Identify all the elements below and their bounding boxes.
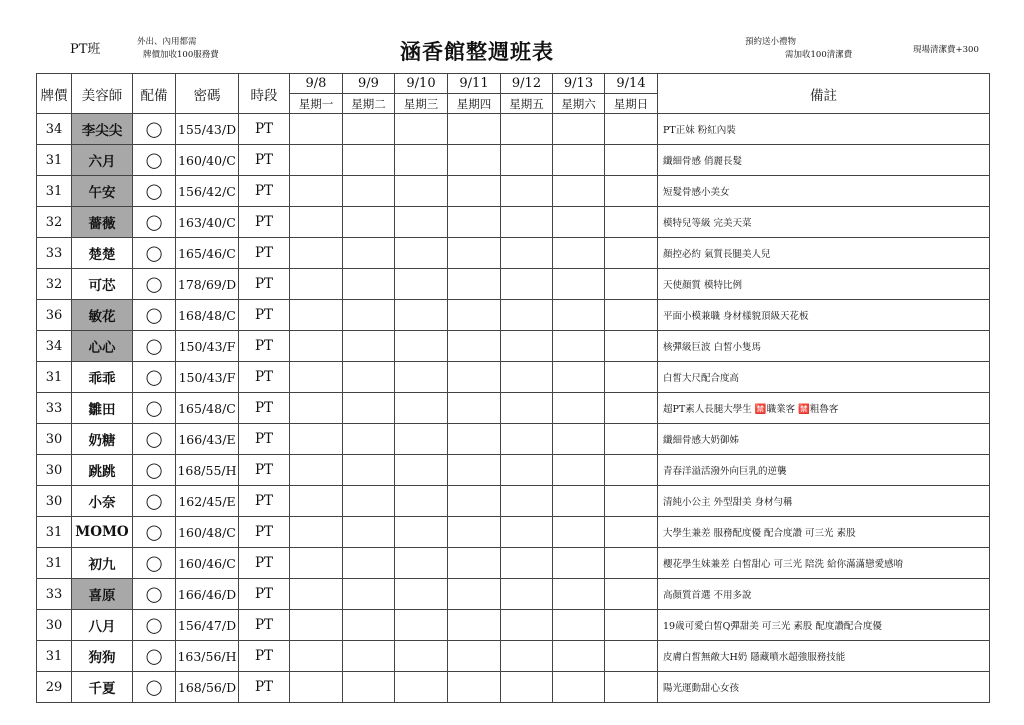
price-cell: 31 <box>37 517 72 548</box>
table-row <box>37 672 990 703</box>
slot-cell: PT <box>239 641 290 672</box>
remark-cell: 核彈級巨波 白皙小隻馬 <box>658 331 990 362</box>
remark-cell: PT正妹 粉紅內裝 <box>658 114 990 145</box>
stylist-name-cell: 乖乖 <box>72 362 133 393</box>
price-cell: 31 <box>37 176 72 207</box>
code-cell: 156/42/C <box>176 176 239 207</box>
code-cell: 150/43/F <box>176 362 239 393</box>
equip-cell: ◯ <box>133 672 176 703</box>
table-row <box>37 486 990 517</box>
equip-cell: ◯ <box>133 548 176 579</box>
col-header-equip: 配備 <box>133 74 176 114</box>
day-cell[interactable] <box>605 517 658 548</box>
day-cell[interactable] <box>501 176 553 207</box>
remark-cell: 模特兒等級 完美天菜 <box>658 207 990 238</box>
stylist-name-cell: 敏花 <box>72 300 133 331</box>
table-row <box>37 579 990 610</box>
slot-cell: PT <box>239 114 290 145</box>
equip-cell: ◯ <box>133 579 176 610</box>
slot-cell: PT <box>239 238 290 269</box>
remark-cell: 大學生兼差 服務配度優 配合度讚 可三光 素股 <box>658 517 990 548</box>
code-cell: 166/46/D <box>176 579 239 610</box>
equip-cell: ◯ <box>133 238 176 269</box>
price-cell: 30 <box>37 610 72 641</box>
equip-cell: ◯ <box>133 393 176 424</box>
cleaning-fee-note: 現場清潔費+300 <box>913 45 979 55</box>
price-cell: 30 <box>37 424 72 455</box>
col-header-weekday: 星期日 <box>605 94 658 114</box>
day-cell[interactable] <box>553 424 605 455</box>
col-header-weekday: 星期一 <box>290 94 343 114</box>
schedule-body <box>37 114 990 703</box>
table-row <box>37 114 990 145</box>
slot-cell: PT <box>239 424 290 455</box>
price-cell: 31 <box>37 145 72 176</box>
slot-cell: PT <box>239 176 290 207</box>
day-cell[interactable] <box>448 114 501 145</box>
reservation-note <box>745 36 852 62</box>
table-row <box>37 517 990 548</box>
day-cell[interactable] <box>605 610 658 641</box>
day-cell[interactable] <box>501 672 553 703</box>
day-cell[interactable] <box>553 579 605 610</box>
day-cell[interactable] <box>553 517 605 548</box>
remark-cell: 纖細骨感大奶御姊 <box>658 424 990 455</box>
code-cell: 168/56/D <box>176 672 239 703</box>
equip-cell: ◯ <box>133 641 176 672</box>
day-cell[interactable] <box>290 362 343 393</box>
day-cell[interactable] <box>448 455 501 486</box>
day-cell[interactable] <box>501 238 553 269</box>
day-cell[interactable] <box>553 114 605 145</box>
day-cell[interactable] <box>448 672 501 703</box>
remark-cell: 白皙大尺配合度高 <box>658 362 990 393</box>
day-cell[interactable] <box>290 517 343 548</box>
day-cell[interactable] <box>448 145 501 176</box>
day-cell[interactable] <box>343 486 395 517</box>
table-row <box>37 238 990 269</box>
day-cell[interactable] <box>343 207 395 238</box>
day-cell[interactable] <box>343 393 395 424</box>
day-cell[interactable] <box>343 455 395 486</box>
slot-cell: PT <box>239 269 290 300</box>
remark-cell: 19歲可愛白皙Q彈甜美 可三光 素股 配度讚配合度優 <box>658 610 990 641</box>
day-cell[interactable] <box>553 362 605 393</box>
reservation-note-line1: 預約送小禮物 <box>745 37 797 47</box>
remark-cell: 天使顏質 模特比例 <box>658 269 990 300</box>
equip-cell: ◯ <box>133 269 176 300</box>
day-cell[interactable] <box>395 393 448 424</box>
day-cell[interactable] <box>395 269 448 300</box>
day-cell[interactable] <box>605 207 658 238</box>
stylist-name-cell: 千夏 <box>72 672 133 703</box>
day-cell[interactable] <box>605 486 658 517</box>
day-cell[interactable] <box>395 424 448 455</box>
day-cell[interactable] <box>605 424 658 455</box>
service-fee-note-line2: 牌價加收100服務費 <box>143 50 219 60</box>
day-cell[interactable] <box>343 300 395 331</box>
day-cell[interactable] <box>501 393 553 424</box>
stylist-name-cell: 喜原 <box>72 579 133 610</box>
service-fee-note-line1: 外出、內用都需 <box>137 37 197 47</box>
day-cell[interactable] <box>605 176 658 207</box>
price-cell: 31 <box>37 548 72 579</box>
day-cell[interactable] <box>501 517 553 548</box>
remark-cell: 青春洋溢活潑外向巨乳的逆襲 <box>658 455 990 486</box>
day-cell[interactable] <box>553 176 605 207</box>
slot-cell: PT <box>239 610 290 641</box>
day-cell[interactable] <box>448 207 501 238</box>
equip-cell: ◯ <box>133 145 176 176</box>
remark-cell: 陽光運動甜心女孩 <box>658 672 990 703</box>
day-cell[interactable] <box>501 269 553 300</box>
day-cell[interactable] <box>501 145 553 176</box>
day-cell[interactable] <box>501 362 553 393</box>
day-cell[interactable] <box>448 176 501 207</box>
stylist-name-cell: 初九 <box>72 548 133 579</box>
day-cell[interactable] <box>343 331 395 362</box>
day-cell[interactable] <box>343 269 395 300</box>
day-cell[interactable] <box>501 579 553 610</box>
price-cell: 33 <box>37 238 72 269</box>
col-header-weekday: 星期五 <box>501 94 553 114</box>
price-cell: 34 <box>37 114 72 145</box>
stylist-name-cell: 八月 <box>72 610 133 641</box>
day-cell[interactable] <box>395 610 448 641</box>
day-cell[interactable] <box>553 393 605 424</box>
day-cell[interactable] <box>501 486 553 517</box>
price-cell: 33 <box>37 393 72 424</box>
code-cell: 166/43/E <box>176 424 239 455</box>
stylist-name-cell: 奶糖 <box>72 424 133 455</box>
equip-cell: ◯ <box>133 176 176 207</box>
day-cell[interactable] <box>290 610 343 641</box>
col-header-code: 密碼 <box>176 74 239 114</box>
table-row <box>37 300 990 331</box>
day-cell[interactable] <box>290 331 343 362</box>
col-header-weekday: 星期六 <box>553 94 605 114</box>
stylist-name-cell: 雛田 <box>72 393 133 424</box>
price-cell: 30 <box>37 486 72 517</box>
stylist-name-cell: 小奈 <box>72 486 133 517</box>
day-cell[interactable] <box>395 300 448 331</box>
reservation-note-line2: 需加收100清潔費 <box>785 50 853 60</box>
day-cell[interactable] <box>501 455 553 486</box>
table-row <box>37 393 990 424</box>
remark-cell: 短髮骨感小美女 <box>658 176 990 207</box>
code-cell: 160/48/C <box>176 517 239 548</box>
day-cell[interactable] <box>290 486 343 517</box>
day-cell[interactable] <box>553 548 605 579</box>
table-row <box>37 207 990 238</box>
day-cell[interactable] <box>448 269 501 300</box>
day-cell[interactable] <box>343 238 395 269</box>
price-cell: 31 <box>37 362 72 393</box>
day-cell[interactable] <box>343 579 395 610</box>
day-cell[interactable] <box>501 114 553 145</box>
day-cell[interactable] <box>553 641 605 672</box>
day-cell[interactable] <box>395 672 448 703</box>
equip-cell: ◯ <box>133 331 176 362</box>
day-cell[interactable] <box>501 207 553 238</box>
remark-cell: 櫻花學生妹兼差 白皙甜心 可三光 陪洗 給你滿滿戀愛感唷 <box>658 548 990 579</box>
day-cell[interactable] <box>395 362 448 393</box>
day-cell[interactable] <box>553 331 605 362</box>
day-cell[interactable] <box>605 672 658 703</box>
code-cell: 165/48/C <box>176 393 239 424</box>
stylist-name-cell: 六月 <box>72 145 133 176</box>
code-cell: 168/55/H <box>176 455 239 486</box>
code-cell: 156/47/D <box>176 610 239 641</box>
col-header-date: 9/13 <box>553 74 605 94</box>
day-cell[interactable] <box>553 269 605 300</box>
weekly-schedule-table <box>36 73 990 703</box>
day-cell[interactable] <box>290 269 343 300</box>
col-header-weekday: 星期三 <box>395 94 448 114</box>
remark-cell: 超PT素人長腿大學生 🈲職業客 🈲粗魯客 <box>658 393 990 424</box>
day-cell[interactable] <box>448 579 501 610</box>
col-header-date: 9/10 <box>395 74 448 94</box>
price-cell: 30 <box>37 455 72 486</box>
day-cell[interactable] <box>343 362 395 393</box>
day-cell[interactable] <box>448 331 501 362</box>
day-cell[interactable] <box>553 455 605 486</box>
price-cell: 32 <box>37 269 72 300</box>
table-row <box>37 176 990 207</box>
price-cell: 33 <box>37 579 72 610</box>
day-cell[interactable] <box>605 641 658 672</box>
col-header-slot: 時段 <box>239 74 290 114</box>
page-title: 涵香館整週班表 <box>400 39 554 64</box>
slot-cell: PT <box>239 455 290 486</box>
table-row <box>37 424 990 455</box>
day-cell[interactable] <box>343 610 395 641</box>
day-cell[interactable] <box>395 455 448 486</box>
day-cell[interactable] <box>290 641 343 672</box>
day-cell[interactable] <box>290 238 343 269</box>
day-cell[interactable] <box>448 300 501 331</box>
day-cell[interactable] <box>395 145 448 176</box>
table-row <box>37 610 990 641</box>
day-cell[interactable] <box>343 641 395 672</box>
day-cell[interactable] <box>290 455 343 486</box>
slot-cell: PT <box>239 579 290 610</box>
day-cell[interactable] <box>605 114 658 145</box>
day-cell[interactable] <box>343 517 395 548</box>
day-cell[interactable] <box>448 548 501 579</box>
day-cell[interactable] <box>448 393 501 424</box>
day-cell[interactable] <box>448 610 501 641</box>
price-cell: 31 <box>37 641 72 672</box>
day-cell[interactable] <box>448 424 501 455</box>
day-cell[interactable] <box>343 672 395 703</box>
day-cell[interactable] <box>605 548 658 579</box>
day-cell[interactable] <box>395 114 448 145</box>
remark-cell: 清純小公主 外型甜美 身材勻稱 <box>658 486 990 517</box>
remark-cell: 高顏質首選 不用多說 <box>658 579 990 610</box>
day-cell[interactable] <box>501 610 553 641</box>
day-cell[interactable] <box>553 238 605 269</box>
table-row <box>37 641 990 672</box>
day-cell[interactable] <box>605 362 658 393</box>
slot-cell: PT <box>239 517 290 548</box>
day-cell[interactable] <box>395 641 448 672</box>
col-header-price: 牌價 <box>37 74 72 114</box>
day-cell[interactable] <box>501 331 553 362</box>
equip-cell: ◯ <box>133 362 176 393</box>
day-cell[interactable] <box>501 300 553 331</box>
slot-cell: PT <box>239 393 290 424</box>
slot-cell: PT <box>239 362 290 393</box>
day-cell[interactable] <box>605 331 658 362</box>
day-cell[interactable] <box>553 486 605 517</box>
equip-cell: ◯ <box>133 300 176 331</box>
table-row <box>37 145 990 176</box>
stylist-name-cell: 可芯 <box>72 269 133 300</box>
day-cell[interactable] <box>448 238 501 269</box>
day-cell[interactable] <box>290 548 343 579</box>
code-cell: 160/46/C <box>176 548 239 579</box>
day-cell[interactable] <box>290 672 343 703</box>
day-cell[interactable] <box>395 238 448 269</box>
code-cell: 155/43/D <box>176 114 239 145</box>
col-header-date: 9/11 <box>448 74 501 94</box>
header-row-dates <box>37 74 990 94</box>
day-cell[interactable] <box>290 300 343 331</box>
table-row <box>37 269 990 300</box>
price-cell: 34 <box>37 331 72 362</box>
code-cell: 150/43/F <box>176 331 239 362</box>
day-cell[interactable] <box>343 114 395 145</box>
slot-cell: PT <box>239 548 290 579</box>
equip-cell: ◯ <box>133 424 176 455</box>
day-cell[interactable] <box>343 548 395 579</box>
table-row <box>37 548 990 579</box>
day-cell[interactable] <box>343 176 395 207</box>
slot-cell: PT <box>239 207 290 238</box>
code-cell: 160/40/C <box>176 145 239 176</box>
day-cell[interactable] <box>448 517 501 548</box>
day-cell[interactable] <box>501 641 553 672</box>
equip-cell: ◯ <box>133 207 176 238</box>
col-header-weekday: 星期四 <box>448 94 501 114</box>
stylist-name-cell: 心心 <box>72 331 133 362</box>
code-cell: 163/40/C <box>176 207 239 238</box>
stylist-name-cell: 薔薇 <box>72 207 133 238</box>
stylist-name-cell: 狗狗 <box>72 641 133 672</box>
day-cell[interactable] <box>290 393 343 424</box>
slot-cell: PT <box>239 486 290 517</box>
day-cell[interactable] <box>395 548 448 579</box>
equip-cell: ◯ <box>133 114 176 145</box>
equip-cell: ◯ <box>133 517 176 548</box>
price-cell: 32 <box>37 207 72 238</box>
day-cell[interactable] <box>605 238 658 269</box>
slot-cell: PT <box>239 145 290 176</box>
remark-cell: 顏控必約 氣質長腿美人兒 <box>658 238 990 269</box>
stylist-name-cell: 跳跳 <box>72 455 133 486</box>
day-cell[interactable] <box>448 362 501 393</box>
day-cell[interactable] <box>290 114 343 145</box>
price-cell: 29 <box>37 672 72 703</box>
col-header-date: 9/14 <box>605 74 658 94</box>
remark-cell: 皮膚白皙無敵大H奶 隱藏噴水超強服務技能 <box>658 641 990 672</box>
day-cell[interactable] <box>343 145 395 176</box>
day-cell[interactable] <box>605 269 658 300</box>
pt-shift-label: PT班 <box>70 42 101 57</box>
day-cell[interactable] <box>395 176 448 207</box>
day-cell[interactable] <box>501 548 553 579</box>
col-header-name: 美容師 <box>72 74 133 114</box>
table-row <box>37 331 990 362</box>
day-cell[interactable] <box>605 455 658 486</box>
stylist-name-cell: 楚楚 <box>72 238 133 269</box>
price-cell: 36 <box>37 300 72 331</box>
day-cell[interactable] <box>553 207 605 238</box>
slot-cell: PT <box>239 672 290 703</box>
day-cell[interactable] <box>553 610 605 641</box>
day-cell[interactable] <box>395 486 448 517</box>
day-cell[interactable] <box>553 672 605 703</box>
col-header-remarks: 備註 <box>658 74 990 114</box>
code-cell: 162/45/E <box>176 486 239 517</box>
stylist-name-cell: 李尖尖 <box>72 114 133 145</box>
remark-cell: 平面小模兼職 身材樣貌頂級天花板 <box>658 300 990 331</box>
col-header-date: 9/12 <box>501 74 553 94</box>
col-header-weekday: 星期二 <box>343 94 395 114</box>
day-cell[interactable] <box>605 300 658 331</box>
remark-cell: 纖細骨感 俏麗長髮 <box>658 145 990 176</box>
code-cell: 163/56/H <box>176 641 239 672</box>
table-row <box>37 362 990 393</box>
table-row <box>37 455 990 486</box>
code-cell: 168/48/C <box>176 300 239 331</box>
day-cell[interactable] <box>605 393 658 424</box>
day-cell[interactable] <box>290 145 343 176</box>
stylist-name-cell: MOMO <box>72 517 133 548</box>
day-cell[interactable] <box>605 145 658 176</box>
equip-cell: ◯ <box>133 455 176 486</box>
day-cell[interactable] <box>501 424 553 455</box>
equip-cell: ◯ <box>133 610 176 641</box>
day-cell[interactable] <box>290 207 343 238</box>
day-cell[interactable] <box>290 424 343 455</box>
day-cell[interactable] <box>395 331 448 362</box>
day-cell[interactable] <box>605 579 658 610</box>
day-cell[interactable] <box>395 579 448 610</box>
col-header-date: 9/9 <box>343 74 395 94</box>
day-cell[interactable] <box>290 579 343 610</box>
day-cell[interactable] <box>553 145 605 176</box>
slot-cell: PT <box>239 331 290 362</box>
code-cell: 178/69/D <box>176 269 239 300</box>
day-cell[interactable] <box>395 517 448 548</box>
day-cell[interactable] <box>395 207 448 238</box>
day-cell[interactable] <box>343 424 395 455</box>
stylist-name-cell: 午安 <box>72 176 133 207</box>
col-header-date: 9/8 <box>290 74 343 94</box>
day-cell[interactable] <box>553 300 605 331</box>
day-cell[interactable] <box>448 486 501 517</box>
code-cell: 165/46/C <box>176 238 239 269</box>
day-cell[interactable] <box>290 176 343 207</box>
equip-cell: ◯ <box>133 486 176 517</box>
day-cell[interactable] <box>448 641 501 672</box>
slot-cell: PT <box>239 300 290 331</box>
